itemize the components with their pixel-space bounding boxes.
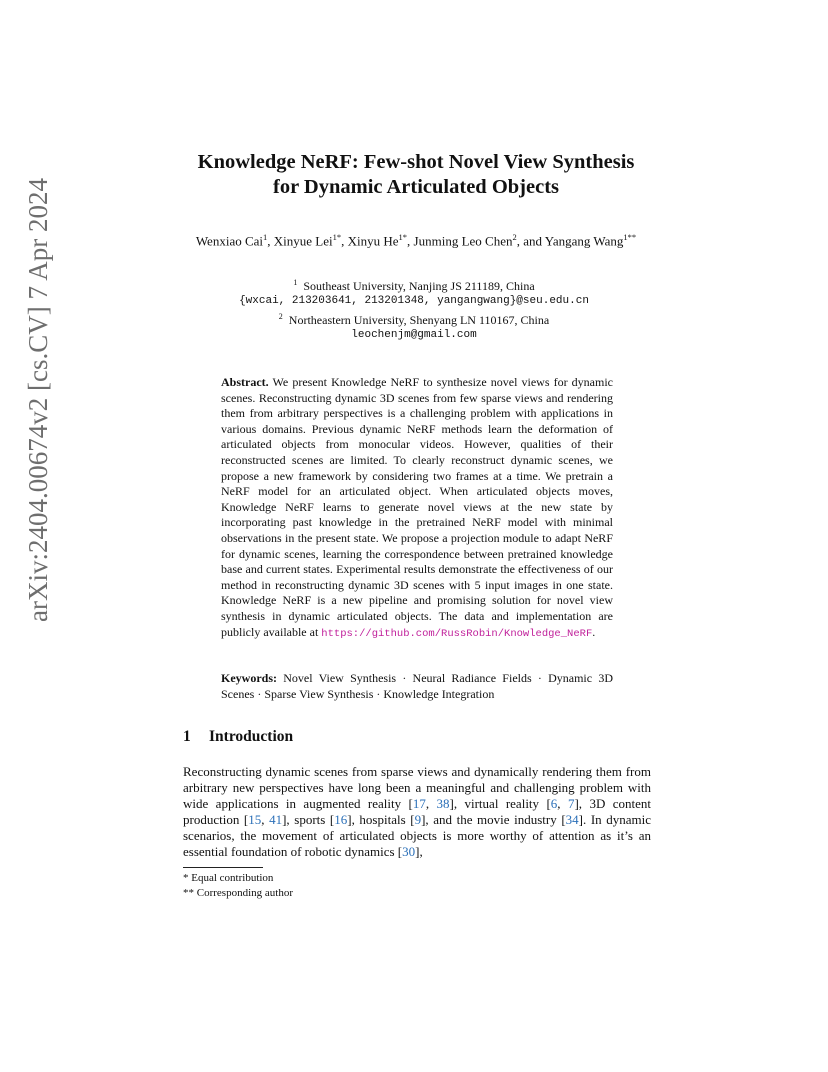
citation-link[interactable]: 6 [550, 796, 558, 811]
citation-link[interactable]: 41 [269, 812, 283, 827]
citation-link[interactable]: 7 [567, 796, 575, 811]
intro-text: ], sports [ [282, 812, 335, 827]
title-line-2: for Dynamic Articulated Objects [273, 176, 559, 198]
citation-link[interactable]: 16 [334, 812, 348, 827]
paper-title [140, 150, 692, 200]
keywords-label: Keywords: [221, 671, 277, 685]
intro-text: ], virtual reality [ [449, 796, 551, 811]
section-title: Introduction [209, 728, 294, 745]
citation-link[interactable]: 17 [412, 796, 426, 811]
author-name: Wenxiao Cai [195, 233, 264, 249]
footnotes [183, 871, 293, 900]
abstract-end: . [592, 624, 596, 639]
intro-text: ], and the movie industry [ [421, 812, 566, 827]
introduction-paragraph [183, 764, 651, 860]
author-affiliation-mark: 1* [332, 232, 342, 242]
affiliations [150, 275, 678, 343]
author-name: , and Yangang Wang [516, 233, 624, 249]
code-link[interactable]: https://github.com/RussRobin/Knowledge_NeRF [321, 627, 593, 640]
affiliation-1: Southeast University, Nanjing JS 211189, China [303, 279, 535, 293]
keywords-text: Novel View Synthesis · Neural Radiance Fields · Dynamic 3D Scenes · Sparse View Synthesis · Knowledge Integration [221, 671, 613, 701]
intro-text: ], [415, 844, 423, 859]
section-number: 1 [183, 728, 191, 745]
author-name: , Xinyu He [341, 233, 399, 249]
footnote-equal-contribution: * Equal contribution [183, 872, 274, 884]
arxiv-identifier: arXiv:2404.00674v2 [cs.CV] 7 Apr 2024 [23, 178, 53, 622]
abstract-text: We present Knowledge NeRF to synthesize novel views for dynamic scenes. Reconstructing dynamic 3D scenes from few sparse views and rendering them from arbitrary perspectives is a challenging problem with applications in various domains. Previous dynamic NeRF methods learn the deformation of articulated objects from monocular videos. However, qualities of their reconstructed scenes are limited. To clearly reconstruct dynamic scenes, we propose a new framework by considering two frames at a time. We pretrain a NeRF model for an articulated object. When articulated objects moves, Knowledge NeRF learns to generate novel views at the new state by incorporating past knowledge in the pretrained NeRF model with minimal observations in the present state. We propose a projection module to adapt NeRF for dynamic scenes, learning the correspondence between pretrained knowledge base and current states. Experimental results demonstrate the effectiveness of our method in reconstructing dynamic 3D scenes with 5 input images in one state. Knowledge NeRF is a new pipeline and promising solution for novel view synthesis in dynamic articulated objects. The data and implementation are publicly available at [221, 375, 613, 639]
affiliation-2: Northeastern University, Shenyang LN 110167, China [288, 313, 550, 327]
abstract-label: Abstract. [221, 375, 269, 389]
author-list [168, 229, 664, 249]
citation-link[interactable]: 9 [414, 812, 422, 827]
email-2: leochenjm@gmail.com [351, 329, 477, 341]
intro-text: Reconstructing dynamic scenes from sparse views and dynamically rendering them from arbitrary new perspectives have long been a meaningful and challenging problem with wide applications in augmented reality [ [183, 764, 651, 811]
author-name: , Junming Leo Chen [407, 233, 513, 249]
citation-link[interactable]: 30 [402, 844, 416, 859]
intro-text: , [261, 812, 270, 827]
citation-link[interactable]: 34 [565, 812, 579, 827]
email-1: {wxcai, 213203641, 213201348, yangangwang}@seu.edu.cn [239, 295, 589, 307]
footnote-corresponding-author: ** Corresponding author [183, 886, 293, 899]
intro-text: ]. In dynamic scenarios, the movement of articulated objects is more worthy of attention as it’s an essential foundation of robotic dynamics [ [183, 812, 652, 859]
intro-text: ], 3D content production [ [183, 796, 652, 827]
affiliation-mark: 1 [293, 278, 298, 287]
section-heading [183, 728, 293, 746]
title-line-1: Knowledge NeRF: Few-shot Novel View Synthesis [197, 151, 635, 173]
keywords [221, 671, 613, 702]
author-affiliation-mark: 1 [263, 232, 268, 242]
footnote-rule [183, 867, 263, 868]
intro-text: , [425, 796, 437, 811]
author-name: , Xinyue Lei [267, 233, 333, 249]
citation-link[interactable]: 15 [248, 812, 262, 827]
author-affiliation-mark: 1* [398, 232, 408, 242]
intro-text: , [557, 796, 568, 811]
abstract [221, 375, 613, 642]
author-affiliation-mark: 1** [623, 232, 637, 242]
intro-text: ], hospitals [ [347, 812, 415, 827]
citation-link[interactable]: 38 [436, 796, 450, 811]
affiliation-mark: 2 [278, 312, 283, 321]
author-affiliation-mark: 2 [512, 232, 517, 242]
